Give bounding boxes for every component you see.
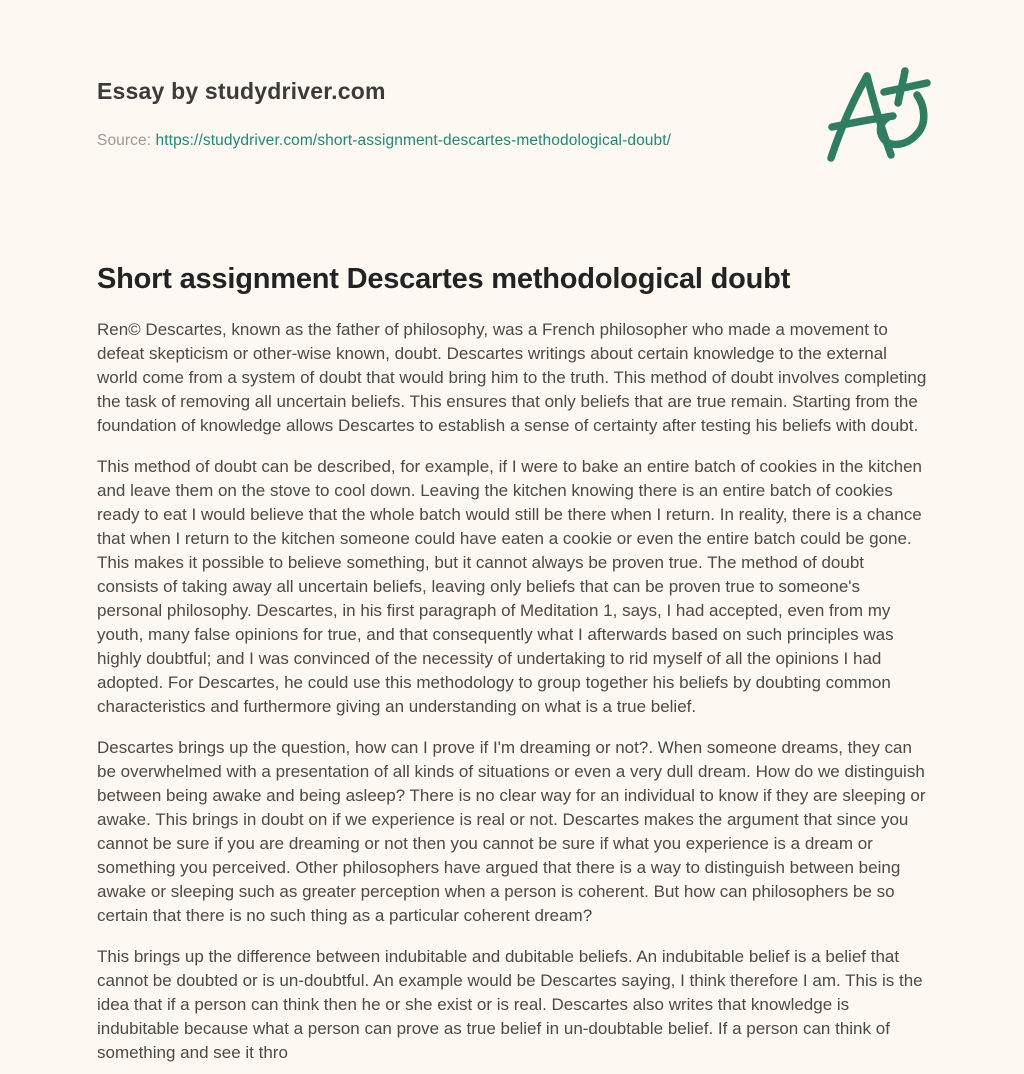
source-link[interactable]: https://studydriver.com/short-assignment-descartes-methodological-doubt/ bbox=[155, 132, 672, 149]
essay-page bbox=[97, 0, 927, 1065]
essay-paragraph: This brings up the difference between indubitable and dubitable beliefs. An indubitable belief is a belief that cannot be doubted or is un-doubtful. An example would be Descartes saying, I think therefore I am. This is the idea that if a person can think then he or she exist or is real. Descartes also writes that knowledge is indubitable because what a person can prove as true belief in un-doubtable belief. If a person can think of something and see it thro bbox=[97, 947, 923, 1062]
a-plus-logo-icon bbox=[821, 56, 935, 166]
essay-body bbox=[97, 263, 927, 1065]
source-line bbox=[97, 132, 927, 150]
source-label: Source: bbox=[97, 132, 152, 149]
brand-title: Essay by studydriver.com bbox=[97, 78, 386, 104]
essay-paragraph: Descartes brings up the question, how can I prove if I'm dreaming or not?. When someone dreams, they can be overwhelmed with a presentation of all kinds of situations or even a very dull dream. How do we distinguish between being awake and being asleep? There is no clear way for an individual to know if they are sleeping or awake. This brings in doubt on if we experience is real or not. Descartes makes the argument that since you cannot be sure if you are dreaming or not then you cannot be sure if what you experience is a dream or something you perceived. Other philosophers have argued that there is a way to distinguish between being awake or sleeping such as greater perception when a person is coherent. But how can philosophers be so certain that there is no such thing as a particular coherent dream? bbox=[97, 738, 926, 925]
essay-paragraph: This method of doubt can be described, for example, if I were to bake an entire batch of cookies in the kitchen and leave them on the stove to cool down. Leaving the kitchen knowing there is an entire batch of cookies ready to eat I would believe that the whole batch would still be there when I return. In reality, there is a chance that when I return to the kitchen someone could have eaten a cookie or even the entire batch could be gone. This makes it possible to believe something, but it cannot always be proven true. The method of doubt consists of taking away all uncertain beliefs, leaving only beliefs that can be proven true to someone's personal philosophy. Descartes, in his first paragraph of Meditation 1, says, I had accepted, even from my youth, many false opinions for true, and that consequently what I afterwards based on such principles was highly doubtful; and I was convinced of the necessity of undertaking to rid myself of all the opinions I had adopted. For Descartes, he could use this methodology to group together his beliefs by doubting common characteristics and furthermore giving an understanding on what is a true belief. bbox=[97, 457, 922, 716]
essay-paragraph: Ren© Descartes, known as the father of philosophy, was a French philosopher who made a movement to defeat skepticism or other-wise known, doubt. Descartes writings about certain knowledge to the external world come from a system of doubt that would bring him to the truth. This method of doubt involves completing the task of removing all uncertain beliefs. This ensures that only beliefs that are true remain. Starting from the foundation of knowledge allows Descartes to establish a sense of certainty after testing his beliefs with doubt. bbox=[97, 320, 927, 435]
essay-title: Short assignment Descartes methodological doubt bbox=[97, 263, 791, 295]
page-header bbox=[97, 78, 927, 150]
